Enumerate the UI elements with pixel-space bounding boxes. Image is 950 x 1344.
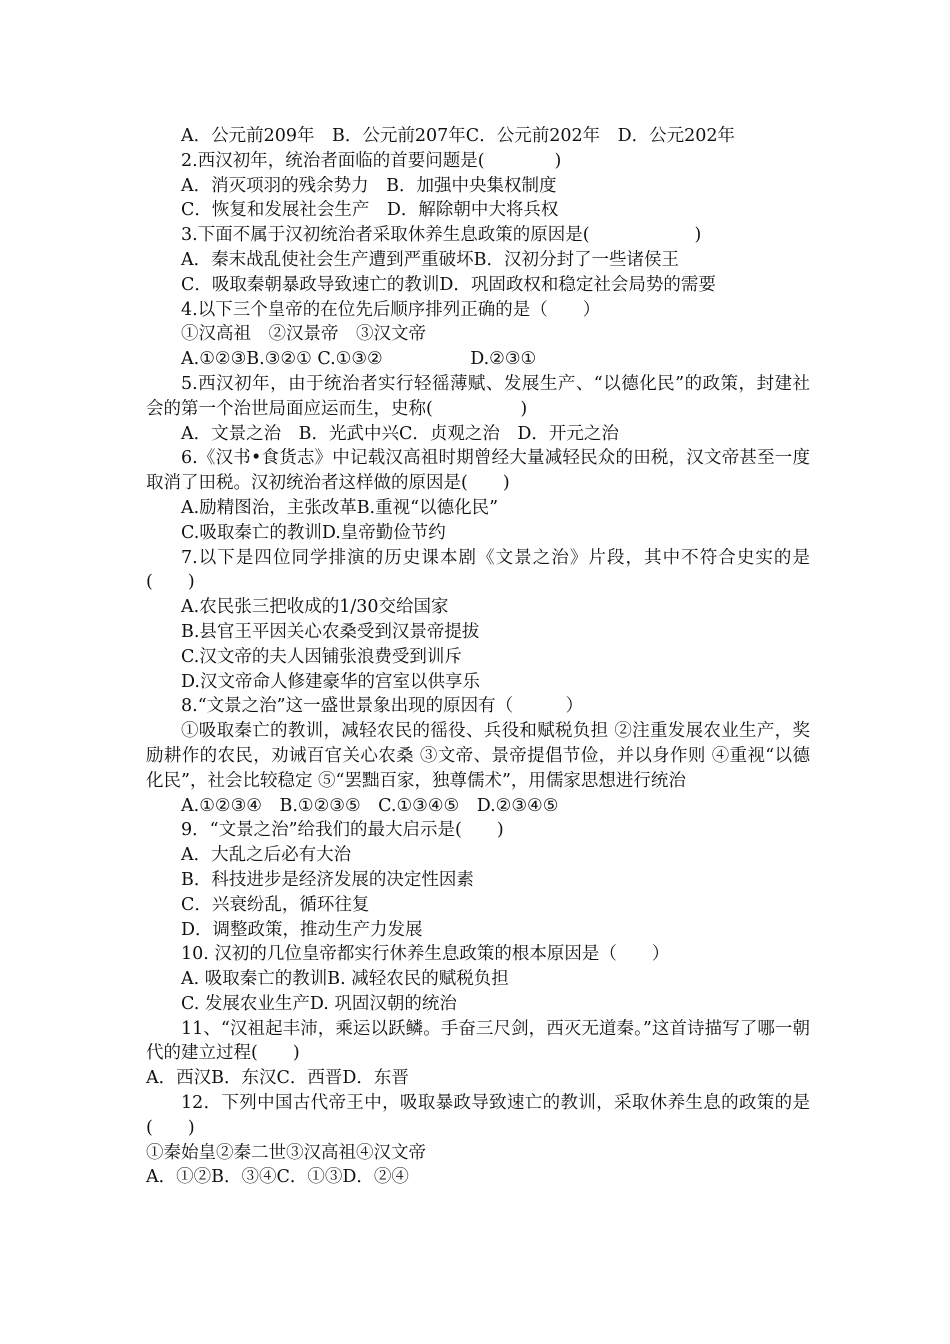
q9-stem: 9．“文景之治”给我们的最大启示是( ) (181, 820, 504, 841)
q4-stem: 4.以下三个皇帝的在位先后顺序排列正确的是（ ） (181, 299, 601, 320)
q12-options: A．①②B．③④C．①③D．②④ (146, 1167, 409, 1188)
q8-items: ①吸取秦亡的教训，减轻农民的徭役、兵役和赋税负担 ②注重发展农业生产，奖励耕作的农民，劝诫百官关心农桑 ③文帝、景帝提倡节俭，并以身作则 ④重视“以德化民”，社会比较稳定 ⑤“罢黜百家，独尊儒术”，用儒家思想进行统治 (146, 721, 810, 791)
q3-options-cd: C．吸取秦朝暴政导致速亡的教训D．巩固政权和稳定社会局势的需要 (181, 274, 716, 295)
q12-items: ①秦始皇②秦二世③汉高祖④汉文帝 (146, 1142, 426, 1163)
q2-options-ab: A．消灭项羽的残余势力 B．加强中央集权制度 (181, 175, 557, 196)
q1-options: A．公元前209年 B．公元前207年C．公元前202年 D．公元202年 (181, 126, 736, 146)
q6-options-ab: A.励精图治，主张改革B.重视“以德化民” (181, 497, 499, 518)
q9-option-d: D．调整政策，推动生产力发展 (181, 919, 423, 940)
q2-stem: 2.西汉初年，统治者面临的首要问题是( ) (181, 150, 562, 171)
q5-options: A．文景之治 B．光武中兴C．贞观之治 D．开元之治 (181, 423, 619, 444)
q3-options-ab: A．秦末战乱使社会生产遭到严重破坏B．汉初分封了一些诸侯王 (181, 249, 679, 270)
q7-option-a: A.农民张三把收成的1/30交给国家 (181, 597, 449, 618)
q10-options-cd: C. 发展农业生产D. 巩固汉朝的统治 (181, 993, 457, 1014)
q7-option-c: C.汉文帝的夫人因铺张浪费受到训斥 (181, 646, 462, 667)
question-list (146, 124, 810, 1190)
q5-stem: 5.西汉初年，由于统治者实行轻徭薄赋、发展生产、“以德化民”的政策，封建社会的第一个治世局面应运而生，史称( ) (146, 373, 810, 419)
q7-option-b: B.县官王平因关心农桑受到汉景帝提拔 (181, 621, 480, 642)
q6-options-cd: C.吸取秦亡的教训D.皇帝勤俭节约 (181, 522, 446, 543)
q9-option-c: C．兴衰纷乱，循环往复 (181, 894, 370, 915)
q4-options: A.①②③B.③②① C.①③② D.②③① (181, 349, 537, 370)
q11-options: A．西汉B．东汉C．西晋D．东晋 (146, 1068, 409, 1089)
q4-items: ①汉高祖 ②汉景帝 ③汉文帝 (181, 324, 426, 345)
q9-option-b: B．科技进步是经济发展的决定性因素 (181, 869, 474, 890)
q10-stem: 10. 汉初的几位皇帝都实行休养生息政策的根本原因是（ ） (181, 944, 670, 965)
q3-stem: 3.下面不属于汉初统治者采取休养生息政策的原因是( ) (181, 225, 702, 246)
q8-options: A.①②③④ B.①②③⑤ C.①③④⑤ D.②③④⑤ (181, 795, 559, 816)
q9-option-a: A．大乱之后必有大治 (181, 845, 352, 866)
q2-options-cd: C．恢复和发展社会生产 D．解除朝中大将兵权 (181, 200, 559, 221)
q7-stem: 7.以下是四位同学排演的历史课本剧《文景之治》片段，其中不符合史实的是( ) (146, 547, 810, 593)
q12-stem: 12．下列中国古代帝王中，吸取暴政导致速亡的教训，采取休养生息的政策的是( ) (146, 1093, 810, 1138)
q11-stem: 11、“汉祖起丰沛，乘运以跃鳞。手奋三尺剑，西灭无道秦。”这首诗描写了哪一朝代的建立过程( ) (146, 1018, 810, 1064)
q10-options-ab: A. 吸取秦亡的教训B. 减轻农民的赋税负担 (181, 969, 509, 990)
q8-stem: 8.“文景之治”这一盛世景象出现的原因有（ ） (181, 696, 584, 717)
q7-option-d: D.汉文帝命人修建豪华的宫室以供享乐 (181, 671, 480, 692)
q6-stem: 6.《汉书•食货志》中记载汉高祖时期曾经大量减轻民众的田税，汉文帝甚至一度取消了田税。汉初统治者这样做的原因是( ) (146, 448, 810, 494)
